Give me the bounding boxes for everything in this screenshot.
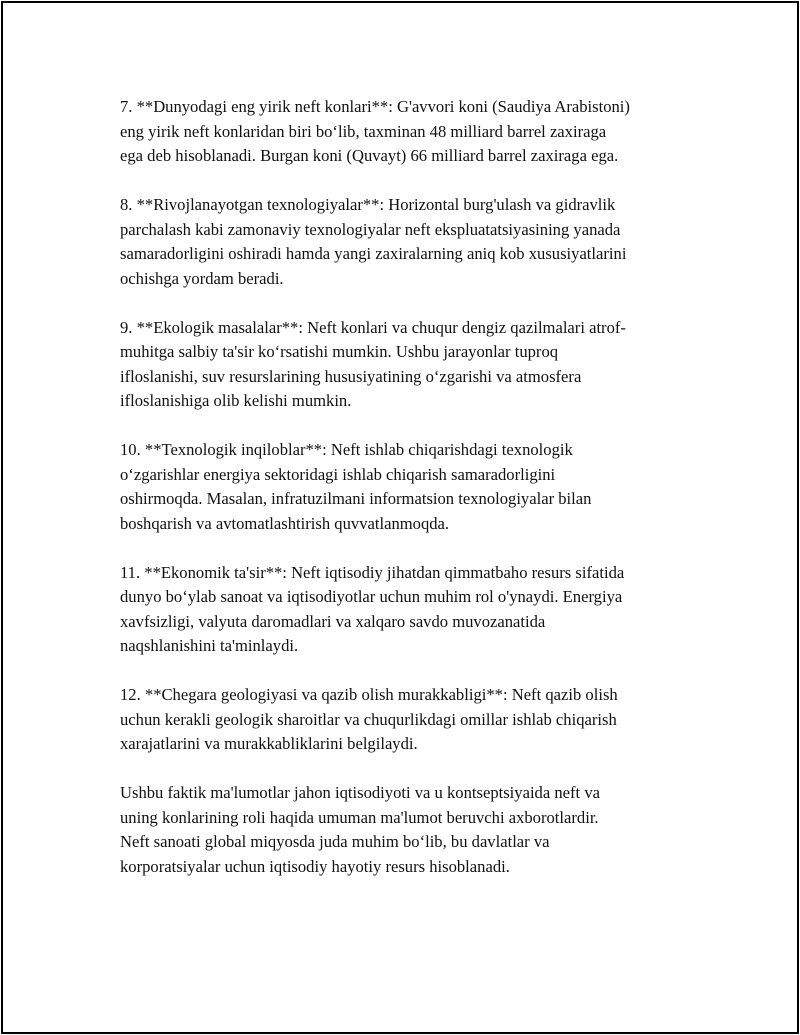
paragraph-technologies (120, 193, 700, 291)
text-line: muhitga salbiy ta'sir ko‘rsatishi mumkin. Ushbu jarayonlar tuproq (120, 342, 559, 361)
paragraph-tech-revolutions (120, 438, 700, 536)
paragraph-geology (120, 683, 700, 757)
text-line: o‘zgarishlar energiya sektoridagi ishlab chiqarish samaradorligini (120, 464, 556, 484)
text-line: naqshlanishini ta'minlaydi. (120, 636, 299, 655)
text-line: dunyo bo‘ylab sanoat va iqtisodiyotlar uchun muhim rol o'ynaydi. Energiya (120, 587, 623, 606)
text-line: Ushbu faktik ma'lumotlar jahon iqtisodiyoti va u kontseptsiyaida neft va (120, 783, 600, 802)
text-line: ifloslanishiga olib kelishi mumkin. (120, 391, 352, 410)
text-line: ega deb hisoblanadi. Burgan koni (Quvayt) 66 milliard barrel zaxiraga ega. (120, 146, 619, 165)
text-line: xarajatlarini va murakkabliklarini belgilaydi. (120, 734, 418, 753)
paragraph-economic-impact (120, 561, 700, 659)
text-line: uchun kerakli geologik sharoitlar va chuqurlikdagi omillar ishlab chiqarish (120, 709, 617, 729)
text-line: xavfsizligi, valyuta daromadlari va xalqaro savdo muvozanatida (120, 611, 546, 631)
text-line: Neft sanoati global miqyosda juda muhim bo‘lib, bu davlatlar va (120, 832, 550, 851)
text-line: 8. **Rivojlanayotgan texnologiyalar**: Horizontal burg'ulash va gidravlik (120, 195, 616, 214)
paragraph-ecology (120, 316, 700, 414)
text-line: 9. **Ekologik masalalar**: Neft konlari va chuqur dengiz qazilmalari atrof- (120, 317, 626, 337)
text-line: uning konlarining roli haqida umuman ma'lumot beruvchi axborotlardir. (120, 807, 599, 827)
text-line: boshqarish va avtomatlashtirish quvvatlanmoqda. (120, 513, 450, 533)
text-line: ochishga yordam beradi. (120, 268, 284, 288)
text-line: 11. **Ekonomik ta'sir**: Neft iqtisodiy jihatdan qimmatbaho resurs sifatida (120, 562, 625, 582)
document-body (120, 95, 700, 904)
paragraph-conclusion (120, 781, 700, 879)
text-line: 10. **Texnologik inqiloblar**: Neft ishlab chiqarishdagi texnologik (120, 440, 573, 459)
text-line: eng yirik neft konlaridan biri bo‘lib, taxminan 48 milliard barrel zaxiraga (120, 121, 607, 141)
text-line: samaradorligini oshiradi hamda yangi zaxiralarning aniq kob xususiyatlarini (120, 244, 627, 263)
text-line: korporatsiyalar uchun iqtisodiy hayotiy resurs hisoblanadi. (120, 856, 510, 876)
text-line: 12. **Chegara geologiyasi va qazib olish murakkabligi**: Neft qazib olish (120, 685, 618, 704)
text-line: oshirmoqda. Masalan, infratuzilmani informatsion texnologiyalar bilan (120, 489, 592, 508)
text-line: 7. **Dunyodagi eng yirik neft konlari**: G'avvori koni (Saudiya Arabistoni) (120, 97, 630, 116)
text-line: ifloslanishi, suv resurslarining hususiyatining o‘zgarishi va atmosfera (120, 366, 582, 386)
text-line: parchalash kabi zamonaviy texnologiyalar neft ekspluatatsiyasining yanada (120, 219, 621, 239)
paragraph-oil-fields (120, 95, 700, 169)
page-frame (1, 1, 799, 1034)
